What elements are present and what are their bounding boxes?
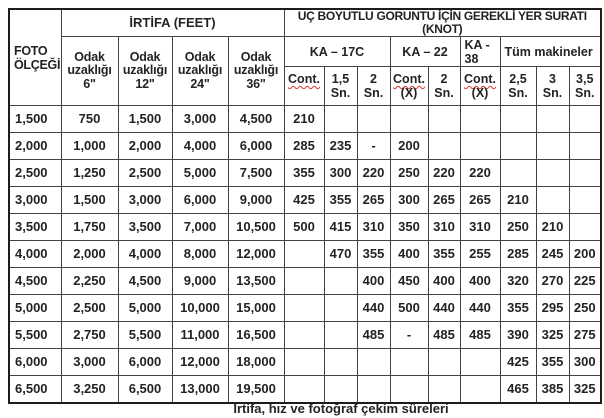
interval-unit-label: Sn. [508, 86, 528, 100]
speed-value-cell: 6,000 [172, 187, 228, 214]
speed-value-cell: 355 [324, 187, 357, 214]
speed-value-cell: 6,000 [228, 133, 284, 160]
speed-value-cell [390, 106, 428, 133]
photo-scale-cell: 6,000 [9, 349, 61, 376]
speed-value-cell: 220 [357, 160, 390, 187]
speed-value-cell: 440 [357, 295, 390, 322]
speed-value-cell: 5,000 [118, 295, 172, 322]
speed-value-cell: 300 [390, 187, 428, 214]
speed-value-cell: 13,500 [228, 268, 284, 295]
speed-value-cell [569, 160, 601, 187]
speed-value-cell [428, 376, 460, 403]
speed-value-cell [536, 133, 569, 160]
table-body [9, 106, 601, 403]
speed-value-cell: 2,500 [61, 295, 118, 322]
speed-value-cell: 3,250 [61, 376, 118, 403]
table-row [9, 214, 601, 241]
cont-label: Cont. [288, 72, 320, 86]
speed-value-cell: 4,000 [118, 241, 172, 268]
speed-value-cell [428, 106, 460, 133]
speed-value-cell: 2,500 [118, 160, 172, 187]
speed-value-cell: 250 [500, 214, 536, 241]
speed-value-cell: - [357, 133, 390, 160]
speed-value-cell: 210 [536, 214, 569, 241]
table-row [9, 187, 601, 214]
speed-value-cell [357, 349, 390, 376]
speed-value-cell: 3,000 [118, 187, 172, 214]
speed-value-cell: 285 [500, 241, 536, 268]
speed-value-cell [536, 160, 569, 187]
table-row [9, 376, 601, 403]
speed-value-cell: 485 [357, 322, 390, 349]
speed-value-cell: 210 [500, 187, 536, 214]
speed-value-cell: 355 [500, 295, 536, 322]
speed-value-cell [460, 349, 500, 376]
speed-value-cell [428, 349, 460, 376]
speed-value-cell: 265 [357, 187, 390, 214]
camera-group-ka38: KA - 38 [460, 37, 500, 67]
table-row [9, 295, 601, 322]
speed-value-cell: 355 [428, 241, 460, 268]
col-header-ka17c-cont [284, 67, 324, 106]
interval-label: 3,5 [576, 72, 594, 86]
table-row [9, 349, 601, 376]
photo-scale-cell: 1,500 [9, 106, 61, 133]
speed-value-cell: 13,000 [172, 376, 228, 403]
speed-value-cell: 275 [569, 322, 601, 349]
speed-value-cell [324, 376, 357, 403]
col-header-ka17c-2sn [357, 67, 390, 106]
table-row [9, 241, 601, 268]
speed-value-cell: 1,500 [118, 106, 172, 133]
col-header-ka17c-1-5sn [324, 67, 357, 106]
speed-value-cell [357, 376, 390, 403]
speed-value-cell: 400 [428, 268, 460, 295]
speed-value-cell: 355 [536, 349, 569, 376]
speed-value-cell: 1,000 [61, 133, 118, 160]
speed-value-cell [569, 214, 601, 241]
photo-scale-cell: 5,500 [9, 322, 61, 349]
speed-value-cell [284, 268, 324, 295]
col-header-all-2-5sn [500, 67, 536, 106]
speed-value-cell [536, 106, 569, 133]
speed-value-cell: 200 [390, 133, 428, 160]
speed-value-cell: 265 [460, 187, 500, 214]
speed-value-cell [284, 322, 324, 349]
speed-value-cell: 425 [284, 187, 324, 214]
photo-scale-cell: 3,500 [9, 214, 61, 241]
speed-value-cell: - [390, 322, 428, 349]
speed-value-cell: 2,000 [61, 241, 118, 268]
speed-value-cell [284, 349, 324, 376]
ground-speed-title [284, 9, 601, 37]
table-row [9, 106, 601, 133]
speed-value-cell: 385 [536, 376, 569, 403]
photo-scale-cell: 4,000 [9, 241, 61, 268]
speed-value-cell: 300 [324, 160, 357, 187]
speed-value-cell: 5,500 [118, 322, 172, 349]
speed-value-cell: 500 [284, 214, 324, 241]
speed-value-cell: 325 [536, 322, 569, 349]
speed-value-cell [324, 268, 357, 295]
speed-value-cell: 270 [536, 268, 569, 295]
camera-group-ka22: KA – 22 [390, 37, 460, 67]
speed-value-cell: 1,500 [61, 187, 118, 214]
speed-value-cell: 235 [324, 133, 357, 160]
focal-length-header-24in: Odak uzaklığı 24" [172, 37, 228, 106]
table-row [9, 133, 601, 160]
speed-value-cell: 9,000 [172, 268, 228, 295]
speed-value-cell: 6,000 [118, 349, 172, 376]
speed-value-cell [460, 106, 500, 133]
interval-unit-label: Sn. [330, 86, 351, 100]
interval-unit-label: Sn. [363, 86, 384, 100]
speed-value-cell: 16,500 [228, 322, 284, 349]
table-row [9, 268, 601, 295]
speed-value-cell: 250 [569, 295, 601, 322]
focal-length-header-6in: Odak uzaklığı 6" [61, 37, 118, 106]
speed-value-cell: 350 [390, 214, 428, 241]
photo-scale-cell: 2,500 [9, 160, 61, 187]
col-header-ka22-2sn [428, 67, 460, 106]
ground-speed-title-line1: UÇ BOYUTLU GORUNTU İÇİN GEREKLİ YER SURATI [297, 9, 587, 23]
speed-value-cell [500, 106, 536, 133]
speed-value-cell [284, 295, 324, 322]
photo-scale-cell: 6,500 [9, 376, 61, 403]
photo-scale-cell: 4,500 [9, 268, 61, 295]
speed-value-cell [569, 133, 601, 160]
col-header-ka38-cont-x [460, 67, 500, 106]
speed-value-cell: 415 [324, 214, 357, 241]
speed-value-cell [460, 133, 500, 160]
ground-speed-title-line2: (KNOT) [422, 22, 463, 36]
speed-value-cell: 3,500 [118, 214, 172, 241]
speed-value-cell: 245 [536, 241, 569, 268]
speed-value-cell: 5,000 [172, 160, 228, 187]
speed-value-cell [500, 160, 536, 187]
speed-value-cell: 425 [500, 349, 536, 376]
interval-unit-label: Sn. [575, 86, 595, 100]
speed-value-cell: 7,000 [172, 214, 228, 241]
speed-value-cell: 12,000 [172, 349, 228, 376]
speed-value-cell: 12,000 [228, 241, 284, 268]
speed-value-cell: 465 [500, 376, 536, 403]
speed-value-cell [500, 133, 536, 160]
col-header-all-3-5sn [569, 67, 601, 106]
speed-value-cell: 4,500 [228, 106, 284, 133]
speed-value-cell [357, 106, 390, 133]
speed-value-cell: 400 [390, 241, 428, 268]
speed-value-cell: 9,000 [228, 187, 284, 214]
speed-value-cell: 200 [569, 241, 601, 268]
speed-value-cell: 485 [460, 322, 500, 349]
speed-value-cell: 310 [428, 214, 460, 241]
speed-value-cell: 10,500 [228, 214, 284, 241]
col-header-all-3sn [536, 67, 569, 106]
speed-value-cell: 310 [460, 214, 500, 241]
speed-value-cell: 500 [390, 295, 428, 322]
col-header-ka22-cont-x [390, 67, 428, 106]
camera-group-all-machines: Tüm makineler [500, 37, 601, 67]
speed-value-cell: 7,500 [228, 160, 284, 187]
speed-value-cell: 18,000 [228, 349, 284, 376]
altitude-speed-table [8, 8, 602, 404]
speed-value-cell: 320 [500, 268, 536, 295]
speed-value-cell [324, 295, 357, 322]
speed-value-cell: 400 [357, 268, 390, 295]
speed-value-cell [284, 241, 324, 268]
focal-length-header-36in: Odak uzaklığı 36" [228, 37, 284, 106]
interval-unit-label: Sn. [542, 86, 563, 100]
speed-value-cell [569, 187, 601, 214]
speed-value-cell [324, 322, 357, 349]
speed-value-cell: 3,000 [61, 349, 118, 376]
speed-value-cell: 300 [569, 349, 601, 376]
speed-value-cell: 4,000 [172, 133, 228, 160]
speed-value-cell: 10,000 [172, 295, 228, 322]
table-caption: İrtifa, hız ve fotoğraf çekim süreleri [233, 401, 449, 416]
cont-label: Cont. [393, 72, 425, 86]
altitude-group-header: İRTİFA (FEET) [61, 9, 284, 37]
cont-sub-label: (X) [400, 86, 418, 100]
speed-value-cell [569, 106, 601, 133]
speed-value-cell: 310 [357, 214, 390, 241]
interval-label: 3 [549, 72, 556, 86]
speed-value-cell [284, 376, 324, 403]
speed-value-cell: 355 [284, 160, 324, 187]
speed-value-cell [428, 133, 460, 160]
speed-value-cell: 440 [428, 295, 460, 322]
speed-value-cell: 390 [500, 322, 536, 349]
speed-value-cell: 285 [284, 133, 324, 160]
speed-value-cell: 470 [324, 241, 357, 268]
speed-value-cell [536, 187, 569, 214]
speed-value-cell: 265 [428, 187, 460, 214]
speed-value-cell: 220 [428, 160, 460, 187]
interval-unit-label: Sn. [434, 86, 454, 100]
cont-label: Cont. [464, 72, 496, 86]
table-row [9, 322, 601, 349]
speed-value-cell: 19,500 [228, 376, 284, 403]
focal-length-header-12in: Odak uzaklığı 12" [118, 37, 172, 106]
camera-group-ka17c: KA – 17C [284, 37, 390, 67]
speed-value-cell [390, 349, 428, 376]
speed-value-cell: 3,000 [172, 106, 228, 133]
photo-scale-cell: 5,000 [9, 295, 61, 322]
photo-scale-cell: 2,000 [9, 133, 61, 160]
photo-scale-cell: 3,000 [9, 187, 61, 214]
speed-value-cell: 250 [390, 160, 428, 187]
speed-value-cell: 750 [61, 106, 118, 133]
interval-label: 2 [370, 72, 377, 86]
header-row-2 [9, 37, 601, 67]
speed-value-cell [324, 106, 357, 133]
speed-value-cell: 220 [460, 160, 500, 187]
speed-value-cell [460, 376, 500, 403]
header-row-1 [9, 9, 601, 37]
speed-value-cell: 255 [460, 241, 500, 268]
speed-value-cell: 210 [284, 106, 324, 133]
speed-value-cell: 2,000 [118, 133, 172, 160]
speed-value-cell: 1,250 [61, 160, 118, 187]
cont-sub-label: (X) [471, 86, 489, 100]
table-header [9, 9, 601, 106]
interval-label: 2 [440, 72, 448, 86]
speed-value-cell: 225 [569, 268, 601, 295]
speed-value-cell: 6,500 [118, 376, 172, 403]
speed-value-cell: 400 [460, 268, 500, 295]
speed-value-cell: 325 [569, 376, 601, 403]
speed-value-cell: 450 [390, 268, 428, 295]
speed-value-cell: 11,000 [172, 322, 228, 349]
speed-value-cell: 1,750 [61, 214, 118, 241]
table-row [9, 160, 601, 187]
speed-value-cell: 4,500 [118, 268, 172, 295]
speed-value-cell: 355 [357, 241, 390, 268]
speed-value-cell: 8,000 [172, 241, 228, 268]
speed-value-cell: 15,000 [228, 295, 284, 322]
interval-label: 1,5 [331, 72, 350, 86]
speed-value-cell: 2,750 [61, 322, 118, 349]
speed-value-cell: 440 [460, 295, 500, 322]
interval-label: 2,5 [509, 72, 527, 86]
speed-value-cell: 295 [536, 295, 569, 322]
photo-scale-column-header: FOTO ÖLÇEĞİ [9, 9, 61, 106]
speed-value-cell [390, 376, 428, 403]
speed-value-cell: 485 [428, 322, 460, 349]
speed-value-cell [324, 349, 357, 376]
speed-value-cell: 2,250 [61, 268, 118, 295]
